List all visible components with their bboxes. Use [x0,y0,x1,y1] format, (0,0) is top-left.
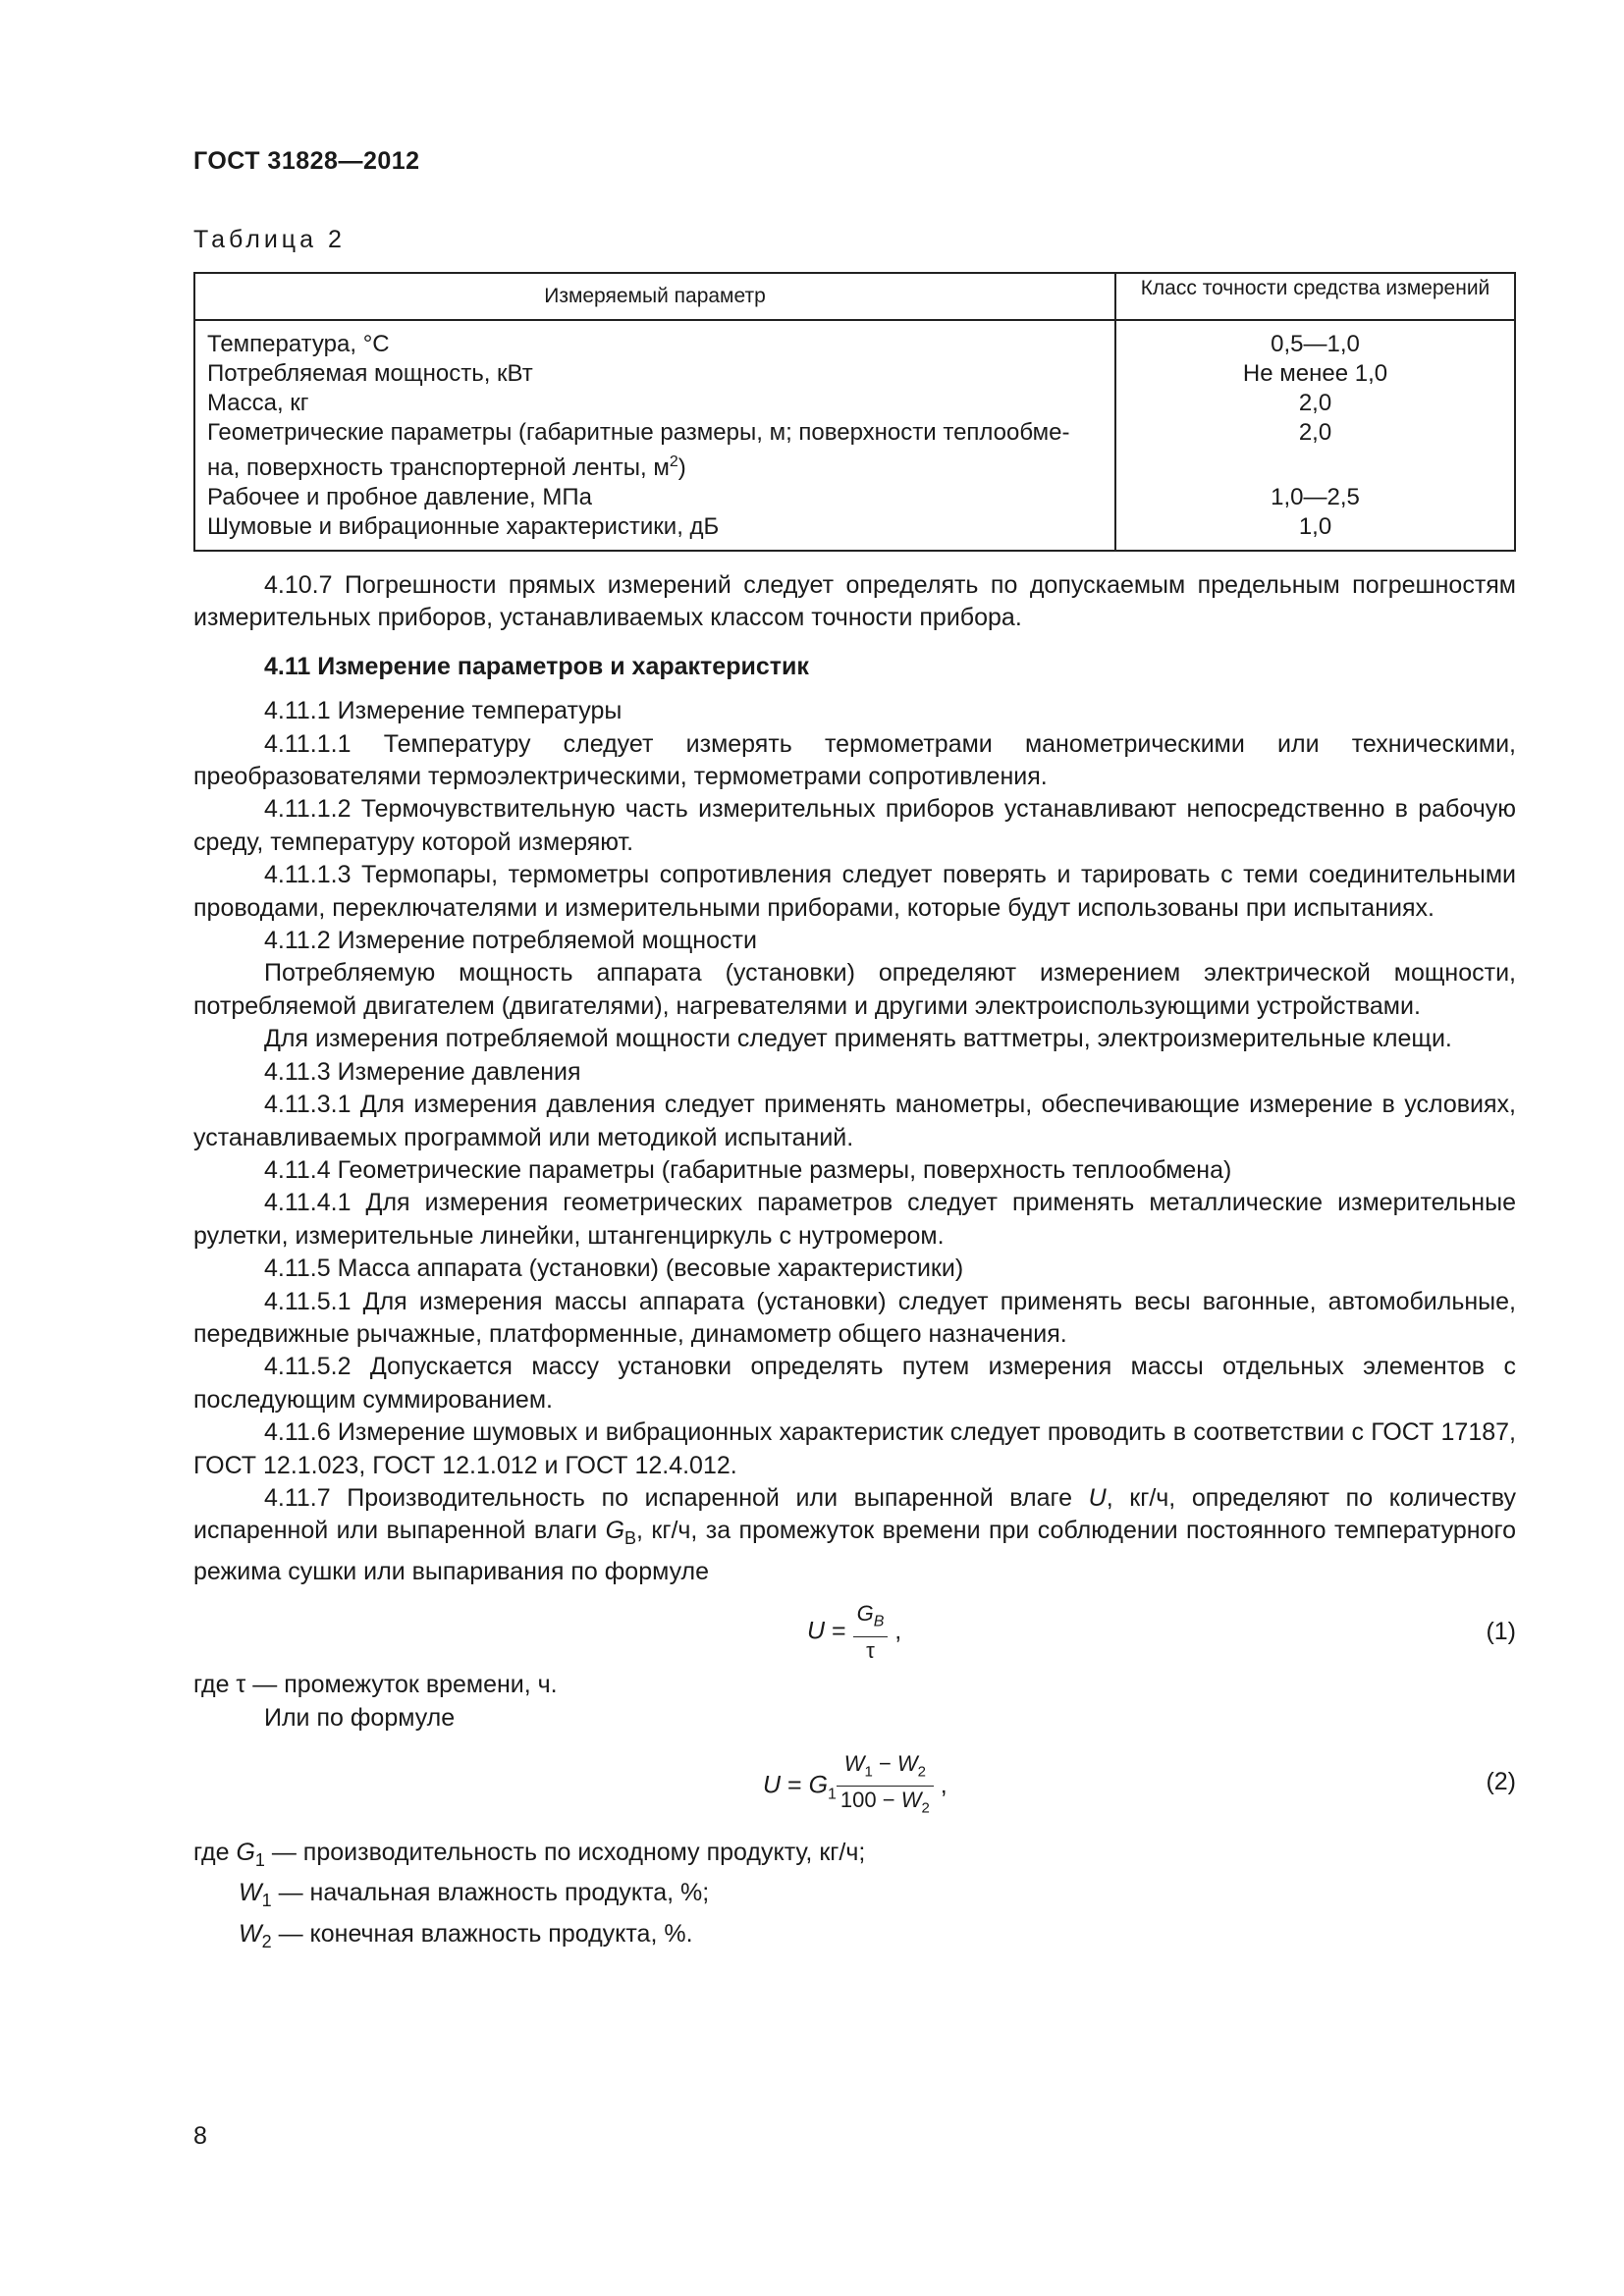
subscript: B [873,1613,885,1630]
fraction [837,1750,934,1823]
fraction-denominator [837,1787,934,1822]
cell-parameter: Шумовые и вибрационные характеристики, дБ [194,512,1115,551]
column-header-accuracy-class: Класс точности средства измерений [1115,273,1515,320]
where-prefix: где [193,1839,237,1866]
fraction-numerator [853,1600,889,1636]
subsection-4-11-3: 4.11.3 Измерение давления [264,1057,581,1086]
subscript: 2 [917,1763,927,1781]
formula-2-number: (2) [1486,1768,1516,1795]
formula-term: 100 − [839,1788,901,1813]
text-run: , кг/ч, за промежуток времени при соблюдении постоянного температурного режима сушки или выпаривания по формуле [193,1517,1516,1585]
cell-accuracy: 1,0—2,5 [1271,484,1360,510]
formula-tail: , [888,1617,902,1645]
cell-parameter: Рабочее и пробное давление, МПа [194,483,1115,512]
paragraph-4-11-1-3: 4.11.1.3 Термопары, термометры сопротивления следует поверять и тарировать с теми соединительными проводами, переключателями и измерительными приборами, которые будут использованы при испытаниях. [193,861,1516,922]
text-run: , кг/ч, определяют по количеству испаренной или выпаренной влаги [193,1483,1516,1545]
subscript: 1 [261,1891,272,1911]
formula-tail: , [933,1771,947,1799]
formula-var: W [239,1919,262,1948]
where-w2 [193,1918,1516,1958]
formula-eq: = [825,1617,853,1645]
table-row [194,359,1515,389]
formula-1 [193,1600,1516,1669]
paragraph-4-11-6: 4.11.6 Измерение шумовых и вибрационных характеристик следует проводить в соответствии с ГОСТ 17187, ГОСТ 12.1.023, ГОСТ 12.1.012 и ГОСТ 12.4.012. [193,1418,1516,1479]
standard-header: ГОСТ 31828—2012 [193,147,420,175]
paragraph-4-10-7: 4.10.7 Погрешности прямых измерений следует определять по допускаемым предельным погрешностям измерительных приборов, устанавливаемых классом точности прибора. [193,571,1516,632]
formula-var: W [896,1751,918,1776]
subsection-4-11-1: 4.11.1 Измерение температуры [264,697,623,725]
formula-var: W [900,1788,922,1813]
var-U: U [1088,1483,1107,1512]
where-text: — конечная влажность продукта, %. [271,1919,693,1948]
subscript: 1 [254,1850,265,1870]
paragraph-4-11-2-b: Для измерения потребляемой мощности следует применять ваттметры, электроизмерительные клещи. [264,1025,1452,1053]
cell-parameter-line2: на, поверхность транспортерной ленты, м [207,454,670,481]
table-header-row [194,273,1515,320]
where-tau: где τ — промежуток времени, ч. [193,1671,558,1699]
formula-var: G [856,1601,874,1627]
table-row [194,389,1515,418]
page-number: 8 [193,2122,207,2150]
paragraph-4-11-3-1: 4.11.3.1 Для измерения давления следует применять манометры, обеспечивающие измерение в условиях, устанавливаемых программой или методикой испытаний. [193,1091,1516,1151]
table-row [194,320,1515,359]
paragraph-4-11-2-a: Потребляемую мощность аппарата (установки) определяют измерением электрической мощности, потребляемой двигателем (двигателями), нагревателями и другими электроиспользующими устройствами. [193,959,1516,1020]
section-heading-4-11: 4.11 Измерение параметров и характеристик [264,652,809,680]
cell-accuracy: 2,0 [1298,390,1332,416]
cell-accuracy: 0,5—1,0 [1271,331,1360,357]
formula-var: U [807,1617,826,1645]
formula-2 [193,1750,1516,1819]
table-row [194,512,1515,551]
where-text: — начальная влажность продукта, %; [271,1879,710,1907]
body-text [193,569,1516,1958]
fraction-denominator: τ [866,1637,875,1663]
cell-parameter [194,418,1115,483]
subsection-4-11-4: 4.11.4 Геометрические параметры (габаритные размеры, поверхность теплообмена) [264,1155,1232,1184]
table-row [194,418,1515,483]
formula-2-expression [763,1750,947,1823]
paragraph-4-11-1-2: 4.11.1.2 Термочувствительную часть измерительных приборов устанавливают непосредственно в рабочую среду, температуру которой измеряют. [193,795,1516,856]
table-2 [193,272,1516,552]
where-text: — производительность по исходному продукту, кг/ч; [264,1839,866,1866]
subscript: В [624,1528,637,1549]
paragraph-4-11-5-2: 4.11.5.2 Допускается массу установки определять путем измерения массы отдельных элементов с последующим суммированием. [193,1353,1516,1414]
formula-var: G [236,1839,255,1866]
subscript: 1 [828,1786,837,1803]
paragraph-4-11-5-1: 4.11.5.1 Для измерения массы аппарата (установки) следует применять весы вагонные, автомобильные, передвижные рычажные, платформенные, динамометр общего назначения. [193,1287,1516,1348]
where-g1 [193,1837,1516,1877]
text-run: 4.11.7 Производительность по испаренной или выпаренной влаге [264,1483,1089,1512]
cell-accuracy: 1,0 [1298,513,1332,540]
formula-1-number: (1) [1486,1618,1516,1646]
column-header-parameter: Измеряемый параметр [194,273,1115,320]
subsection-4-11-5: 4.11.5 Масса аппарата (установки) (весовые характеристики) [264,1255,964,1283]
formula-var: G [808,1771,829,1799]
subscript: 2 [921,1799,930,1817]
var-G: G [605,1517,625,1545]
subsection-4-11-2: 4.11.2 Измерение потребляемой мощности [264,927,757,955]
table-caption: Таблица 2 [193,226,346,253]
cell-parameter: Масса, кг [194,389,1115,418]
where-w1 [193,1877,1516,1917]
cell-accuracy: 2,0 [1298,419,1332,446]
subscript: 1 [864,1763,873,1781]
cell-parameter: Температура, °С [194,320,1115,359]
cell-parameter-line1: Геометрические параметры (габаритные размеры, м; поверхности теплообме- [207,419,1070,446]
formula-var: W [239,1879,262,1907]
formula-op: − [872,1751,897,1776]
cell-accuracy: Не менее 1,0 [1242,360,1388,387]
or-formula: Или по формуле [264,1703,456,1732]
formula-eq: = [781,1771,809,1799]
formula-var: W [843,1751,865,1776]
cell-parameter-end: ) [677,454,686,481]
fraction [853,1600,889,1664]
paragraph-4-11-4-1: 4.11.4.1 Для измерения геометрических параметров следует применять металлические измерительные рулетки, измерительные линейки, штангенциркуль с нутромером. [193,1189,1516,1250]
cell-parameter: Потребляемая мощность, кВт [194,359,1115,389]
formula-1-expression [807,1600,901,1664]
fraction-numerator [837,1750,934,1787]
subscript: 2 [261,1931,272,1951]
table-row [194,483,1515,512]
paragraph-4-11-1-1: 4.11.1.1 Температуру следует измерять термометрами манометрическими или техническими, преобразователями термоэлектрическими, термометрами сопротивления. [193,729,1516,791]
formula-var: U [763,1771,782,1799]
superscript: 2 [669,454,678,470]
paragraph-4-11-7 [193,1482,1516,1588]
